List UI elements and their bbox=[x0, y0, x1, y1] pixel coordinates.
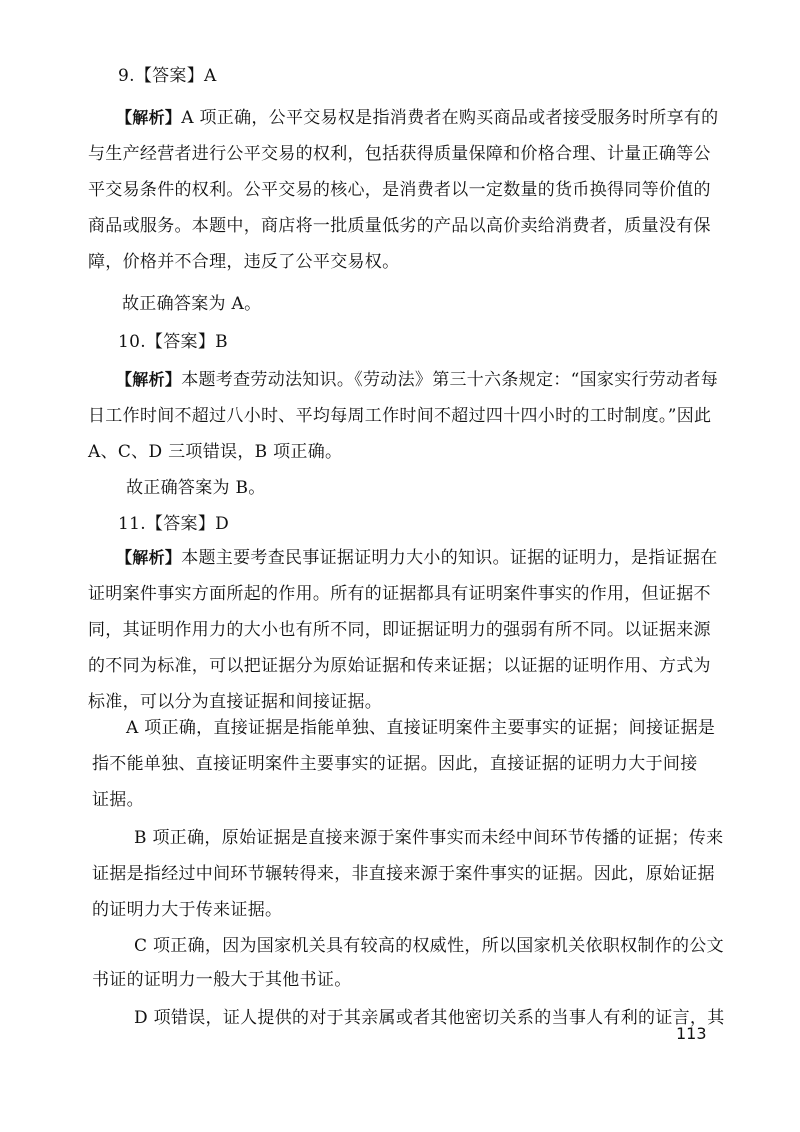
analysis-label: 【解析】 bbox=[116, 108, 182, 127]
q10-conclusion: 故正确答案为 B。 bbox=[126, 478, 266, 498]
q10-analysis: 【解析】本题考查劳动法知识。《劳动法》第三十六条规定：“国家实行劳动者每 bbox=[116, 370, 718, 390]
q11-option-b-cont: 证据是指经过中间环节辗转得来，非直接来源于案件事实的证据。因此，原始证据 的证明力大于传来证据。 bbox=[92, 864, 715, 920]
q10-analysis-cont: 日工作时间不超过八小时、平均每周工作时间不超过四十四小时的工时制度。”因此 A、C、D 三项错误，B 项正确。 bbox=[88, 406, 712, 462]
q11-option-c: C 项正确，因为国家机关具有较高的权威性，所以国家机关依职权制作的公文 bbox=[134, 936, 724, 956]
q11-analysis: 【解析】本题主要考查民事证据证明力大小的知识。证据的证明力，是指证据在 bbox=[116, 548, 718, 568]
q11-option-b: B 项正确，原始证据是直接来源于案件事实而未经中间环节传播的证据；传来 bbox=[134, 828, 724, 848]
q11-analysis-cont: 证明案件事实方面所起的作用。所有的证据都具有证明案件事实的作用，但证据不 同，其证明作用力的大小也有所不同，即证据证明力的强弱有所不同。以证据来源 的不同为标准，可以把证据分为原始证据和传来证据；以证据的证明作用、方式为 标准，可以分为直接证据和间接证据。 bbox=[88, 584, 711, 712]
q9-analysis: 【解析】A 项正确，公平交易权是指消费者在购买商品或者接受服务时所享有的 bbox=[116, 108, 719, 128]
page-number: 113 bbox=[676, 1024, 707, 1043]
q10-heading: 10.【答案】B bbox=[118, 332, 228, 352]
q9-conclusion: 故正确答案为 A。 bbox=[122, 294, 262, 314]
q9-heading: 9.【答案】A bbox=[118, 66, 217, 86]
analysis-label: 【解析】 bbox=[116, 548, 182, 567]
q11-heading: 11.【答案】D bbox=[118, 514, 230, 534]
analysis-label: 【解析】 bbox=[116, 370, 182, 389]
q11-option-c-cont: 书证的证明力一般大于其他书证。 bbox=[92, 970, 352, 990]
q11-option-a-cont: 指不能单独、直接证明案件主要事实的证据。因此，直接证据的证明力大于间接 证据。 bbox=[92, 754, 698, 810]
q9-analysis-cont: 与生产经营者进行公平交易的权利，包括获得质量保障和价格合理、计量正确等公 平交易条件的权利。公平交易的核心，是消费者以一定数量的货币换得同等价值的 商品或服务。本题中，商店将一批质量低劣的产品以高价卖给消费者，质量没有保 障，价格并不合理，违反了公平交易权。 bbox=[88, 144, 711, 272]
q11-option-a: A 项正确，直接证据是指能单独、直接证明案件主要事实的证据；间接证据是 bbox=[126, 718, 716, 738]
q11-option-d: D 项错误，证人提供的对于其亲属或者其他密切关系的当事人有利的证言，其 bbox=[134, 1008, 725, 1028]
